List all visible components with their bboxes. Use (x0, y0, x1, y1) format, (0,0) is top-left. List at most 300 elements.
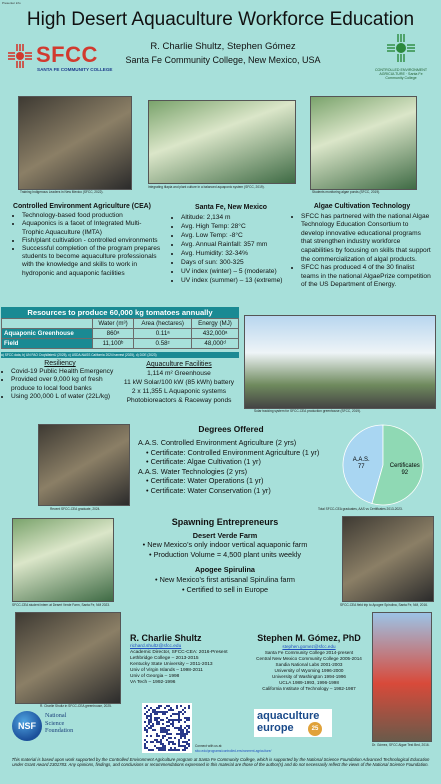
pie-value: 77 (357, 463, 365, 470)
qr-module (188, 717, 190, 719)
qr-module (146, 705, 148, 707)
table-cell: 0.58ᶜ (134, 339, 192, 349)
table-cell: 11,100ᵇ (92, 339, 134, 349)
qr-module (182, 745, 184, 747)
photo-caption: Solar tracking system for SFCC-CEA production greenhouse (SFCC, 2019). (254, 409, 362, 413)
qr-module (180, 705, 182, 707)
qr-module (176, 713, 178, 715)
qr-module (170, 719, 172, 721)
qr-module (160, 749, 162, 751)
person-name: R. Charlie Shultz (130, 633, 202, 643)
qr-module (164, 727, 166, 729)
table-cell: 860ᵃ (92, 329, 134, 339)
facility-line: Photobioreactors & Raceway ponds (126, 397, 232, 404)
qr-module (170, 707, 172, 709)
qr-module (150, 749, 152, 751)
list-item: • UV index (summer) – 13 (extreme) (181, 276, 290, 285)
qr-module (156, 723, 158, 725)
qr-module (168, 709, 170, 711)
qr-module (166, 717, 168, 719)
qr-module (150, 735, 152, 737)
qr-module (162, 735, 164, 737)
qr-module (154, 717, 156, 719)
bullet: • (148, 549, 154, 559)
list-item: • SFCC has produced 4 of the 30 finalist teams in the national AlgaePrize competition of the US Department of Energy. (301, 264, 432, 290)
qr-module (152, 725, 154, 727)
qr-module (166, 729, 168, 731)
qr-module (160, 711, 162, 713)
cea-logo (370, 32, 432, 86)
degree-line: • Certificate: Algae Cultivation (1 yr) (146, 457, 261, 467)
qr-module (174, 747, 176, 749)
nsf-line: Science (45, 719, 65, 727)
qr-module (150, 715, 152, 717)
qr-module (146, 717, 148, 719)
qr-module (186, 717, 188, 719)
qr-module (164, 745, 166, 747)
qr-module (164, 747, 166, 749)
aq-word: aquaculture (257, 710, 320, 722)
bio-line: Kentucky State University – 2011-2013 (130, 662, 213, 667)
qr-module (158, 723, 160, 725)
farm-line (120, 575, 330, 585)
qr-module (186, 719, 188, 721)
qr-module (170, 737, 172, 739)
qr-module (180, 735, 182, 737)
person-name: Stephen M. Gómez, PhD (257, 633, 361, 643)
qr-module (166, 705, 168, 707)
qr-module (160, 705, 162, 707)
qr-module (164, 731, 166, 733)
qr-module (186, 747, 188, 749)
qr-module (146, 731, 148, 733)
qr-caption: Connect with us at: (195, 744, 223, 748)
qr-url[interactable]: sfcc.edu/programs/controlled-environment-agriculture/ (195, 749, 272, 753)
email-link[interactable]: richard.shultz@sfcc.edu (130, 644, 182, 649)
qr-module (168, 725, 170, 727)
qr-module (184, 741, 186, 743)
bullet: • (142, 540, 148, 550)
cea-leaf-icon (381, 32, 421, 66)
qr-module (160, 729, 162, 731)
table-cell: 432,000ᵃ (192, 329, 239, 339)
qr-code[interactable] (142, 703, 192, 753)
qr-module (170, 709, 172, 711)
table-row (2, 339, 239, 349)
qr-module (172, 743, 174, 745)
sfcc-logo (6, 40, 122, 76)
qr-module (156, 733, 158, 735)
list-item: • SFCC has partnered with the national Algae Technology Education Consortium to develop innovative educational programs that strengthen industry workforce capabilities by focusing on skills that support the commercialization of algal products. (301, 213, 432, 265)
pie-value: 92 (401, 470, 409, 477)
qr-module (156, 713, 158, 715)
qr-module (146, 711, 148, 713)
bio-line: Lethbridge College – 2013-2015 (130, 656, 199, 661)
qr-module (182, 735, 184, 737)
qr-module (168, 741, 170, 743)
table-row (2, 329, 239, 339)
farm-detail: Production Volume = 4,500 plant units weekly (153, 549, 302, 559)
qr-module (188, 739, 190, 741)
list-item: • Avg. Low Temp: -8°C (181, 231, 290, 240)
bio-line: University of Washington 1994-1996 (272, 674, 346, 679)
qr-module (168, 733, 170, 735)
table-header (2, 319, 93, 329)
qr-module (168, 749, 170, 751)
resiliency-section (2, 360, 118, 401)
qr-module (172, 741, 174, 743)
qr-module (178, 727, 180, 729)
qr-module (144, 745, 146, 747)
degree-line: • Certificate: Water Operations (1 yr) (146, 476, 264, 486)
table-header-row (2, 319, 239, 329)
list-item: • Provided over 9,000 kg of fresh produce to local food banks (11, 376, 118, 392)
qr-module (156, 717, 158, 719)
qr-module (186, 733, 188, 735)
qr-module (184, 711, 186, 713)
qr-module (178, 733, 180, 735)
qr-module (164, 749, 166, 751)
pie-label: Certificates (389, 463, 420, 470)
degrees-list (138, 438, 338, 496)
qr-module (158, 749, 160, 751)
qr-module (150, 719, 152, 721)
list-item: • UV index (winter) – 5 (moderate) (181, 267, 290, 276)
list-item: • Using 200,000 L of water (22L/kg) (11, 393, 118, 401)
photo-caption: Students monitoring algae ponds (SFCC, 2019). (312, 190, 381, 194)
qr-module (178, 743, 180, 745)
qr-module (172, 709, 174, 711)
qr-module (168, 729, 170, 731)
qr-module (162, 729, 164, 731)
santafe-heading: Santa Fe, New Mexico (195, 204, 267, 211)
qr-module (156, 707, 158, 709)
photo-caption: SFCC-CEA student intern at Desert Verde Farm, Santa Fe, NM 2023. (12, 603, 110, 607)
qr-module (160, 727, 162, 729)
facility-line: 1,114 m² Greenhouse (147, 370, 211, 377)
qr-module (154, 745, 156, 747)
email-link[interactable]: stephen.gomez@sfcc.edu (282, 644, 336, 649)
qr-module (158, 717, 160, 719)
aquaculture-europe-logo (254, 709, 332, 737)
qr-module (176, 749, 178, 751)
qr-module (148, 727, 150, 729)
qr-module (162, 719, 164, 721)
qr-module (186, 741, 188, 743)
row-label: Aquaponic Greenhouse (2, 329, 93, 339)
qr-module (158, 741, 160, 743)
qr-module (172, 719, 174, 721)
algae-section (292, 203, 432, 290)
degree-line: A.A.S. Controlled Environment Agriculture (2 yrs) (138, 438, 297, 447)
resources-footnote: a) SFCC data, b) UN FAO CropWaterU (2025), c) USDA-NASS California 2024 harvest (2025), d) DOE (2023) (1, 352, 239, 358)
qr-module (178, 719, 180, 721)
qr-module (158, 707, 160, 709)
qr-module (150, 727, 152, 729)
qr-module (176, 733, 178, 735)
qr-module (162, 745, 164, 747)
qr-module (172, 723, 174, 725)
qr-module (178, 721, 180, 723)
qr-module (166, 721, 168, 723)
qr-module (150, 725, 152, 727)
sfcc-logo-text: SFCC (36, 42, 98, 67)
cea-heading: Controlled Environment Agriculture (CEA) (13, 203, 151, 210)
sfcc-logo-subtext: SANTA FE COMMUNITY COLLEGE (37, 67, 113, 72)
qr-module (150, 707, 152, 709)
list-item: • Avg. Humidity: 32-34% (181, 249, 290, 258)
qr-module (146, 747, 148, 749)
qr-module (174, 713, 176, 715)
qr-module (188, 719, 190, 721)
qr-module (152, 723, 154, 725)
nsf-wordmark (45, 712, 73, 735)
qr-module (178, 741, 180, 743)
affiliation: Santa Fe Community College, New Mexico, USA (125, 55, 321, 65)
qr-module (166, 725, 168, 727)
bio-line: Santa Fe Community College 2014-present (264, 650, 354, 655)
qr-module (144, 707, 146, 709)
qr-module (182, 713, 184, 715)
qr-module (148, 709, 150, 711)
qr-module (146, 735, 148, 737)
qr-module (172, 725, 174, 727)
qr-module (162, 723, 164, 725)
qr-module (188, 725, 190, 727)
qr-module (154, 709, 156, 711)
qr-module (188, 731, 190, 733)
qr-module (184, 749, 186, 751)
qr-module (146, 729, 148, 731)
list-item: • Altitude: 2,134 m (181, 213, 290, 222)
qr-module (168, 721, 170, 723)
bio-line: VA Tech – 1992-1996 (130, 680, 176, 685)
qr-module (150, 741, 152, 743)
qr-module (180, 719, 182, 721)
photo-graduate (38, 424, 130, 506)
qr-module (176, 707, 178, 709)
qr-module (174, 743, 176, 745)
nsf-logo (12, 709, 92, 745)
qr-module (182, 709, 184, 711)
spawning-heading: Spawning Entrepreneurs (171, 517, 279, 527)
qr-module (182, 749, 184, 751)
qr-module (156, 721, 158, 723)
qr-module (160, 739, 162, 741)
qr-module (150, 713, 152, 715)
qr-module (184, 727, 186, 729)
disclaimer: This material is based upon work supported by the Controlled Environment Agriculture program at Santa Fe Community College, which is supported by the National Science Foundation Advanced Technological Education under Grant Award 2301783. Any opinions, findings, and conclusions or recommendations expressed in this material are those of the author(s) and do not necessarily reflect the views of the National Science Foundation. (11, 757, 430, 768)
qr-module (168, 737, 170, 739)
farm-name: Apogee Spirulina (194, 565, 255, 575)
algae-heading: Algae Cultivation Technology (313, 203, 411, 210)
qr-module (160, 731, 162, 733)
qr-module (162, 749, 164, 751)
qr-module (160, 747, 162, 749)
qr-module (164, 713, 166, 715)
photo-caption: Dr. Gómez, SFCC Algae Test Bed, 2016. (372, 743, 430, 747)
table-header: Energy (MJ) (192, 319, 239, 329)
qr-module (160, 741, 162, 743)
photo-algae-ponds (310, 96, 417, 190)
qr-module (170, 741, 172, 743)
facility-line: 11 kW Solar/100 kW (85 kWh) battery (123, 379, 235, 386)
photo-caption: R. Charlie Shultz in SFCC-CEA greenhouse, 2025. (40, 704, 112, 708)
poster-title: High Desert Aquaculture Workforce Education (26, 9, 415, 30)
qr-module (158, 711, 160, 713)
qr-module (182, 731, 184, 733)
qr-module (154, 739, 156, 741)
farm-detail: New Mexico’s first artisanal Spirulina farm (159, 574, 295, 584)
qr-module (180, 737, 182, 739)
qr-module (178, 711, 180, 713)
list-item: • Covid-19 Public Health Emergency (11, 368, 118, 376)
qr-module (154, 729, 156, 731)
qr-module (186, 743, 188, 745)
qr-module (184, 745, 186, 747)
qr-module (156, 711, 158, 713)
list-item: • Avg. Annual Rainfall: 357 mm (181, 240, 290, 249)
photo-aquaponic-system (148, 100, 296, 184)
bio-line: University of Wyoming 1996-2000 (274, 668, 344, 673)
qr-module (146, 741, 148, 743)
photo-caption: SFCC-CEA field trip to Apogee Spirulina, Santa Fe, NM, 2016. (340, 603, 428, 607)
qr-module (154, 719, 156, 721)
qr-module (174, 737, 176, 739)
bio-line: California Institute of Technology – 1982-1987 (262, 686, 356, 691)
qr-module (164, 707, 166, 709)
qr-module (182, 741, 184, 743)
degree-line: • Certificate: Controlled Environment Agriculture (1 yr) (146, 447, 320, 457)
qr-module (158, 705, 160, 707)
list-item: • Successful completion of the program prepares students to become aquaculture professionals with the knowledge and skills to work in hydroponic and aquaponic facilities (22, 245, 163, 278)
qr-module (184, 735, 186, 737)
qr-module (172, 713, 174, 715)
qr-module (182, 729, 184, 731)
farm-detail: New Mexico’s only indoor vertical aquaponic farm (147, 540, 308, 550)
bio-line: Univ of Virgin Islands – 1998-2011 (130, 668, 203, 673)
santafe-section (172, 203, 290, 285)
qr-module (166, 733, 168, 735)
qr-module (166, 711, 168, 713)
gomez-contact (250, 633, 368, 692)
qr-module (174, 719, 176, 721)
aq-year-badge: 25 (308, 722, 322, 736)
qr-module (162, 711, 164, 713)
qr-module (176, 727, 178, 729)
qr-module (184, 721, 186, 723)
qr-module (144, 727, 146, 729)
cea-section (13, 203, 163, 278)
photo-caption: Recent SFCC-CEA graduate, 2024. (50, 507, 101, 511)
qr-module (152, 729, 154, 731)
farm-detail: Certified to sell in Europe (186, 584, 269, 594)
cea-logo-subtext: CONTROLLED ENVIRONMENT AGRICULTURE · Santa Fe Community College (374, 68, 428, 81)
facility-line: 2 x 11,355 L Aquaponic systems (131, 388, 227, 395)
qr-module (180, 711, 182, 713)
qr-module (186, 731, 188, 733)
qr-module (154, 713, 156, 715)
qr-module (148, 749, 150, 751)
table-header: Water (m³) (92, 319, 134, 329)
qr-module (178, 713, 180, 715)
qr-module (188, 707, 190, 709)
qr-module (156, 735, 158, 737)
photo-gomez (372, 612, 432, 742)
graduates-pie-chart (338, 420, 428, 510)
shultz-contact (130, 633, 250, 686)
qr-module (152, 711, 154, 713)
table-cell: 0.11ᵃ (134, 329, 192, 339)
photo-solar-tracking (244, 315, 436, 409)
photo-indigenous-training (18, 96, 132, 190)
farm-line (120, 540, 330, 550)
qr-module (156, 741, 158, 743)
bio-line: Central New Mexico Community College 2005-2014 (256, 656, 362, 661)
qr-module (170, 733, 172, 735)
qr-module (176, 719, 178, 721)
qr-module (162, 727, 164, 729)
qr-module (160, 719, 162, 721)
list-item: • Technology-based food production (22, 212, 163, 220)
qr-module (170, 723, 172, 725)
qr-module (162, 713, 164, 715)
photo-caption: Training Indigenous Leaders in New Mexico (SFCC, 2022). (20, 190, 104, 194)
qr-module (144, 729, 146, 731)
qr-module (184, 747, 186, 749)
qr-module (164, 711, 166, 713)
list-item: • Avg. High Temp: 28°C (181, 222, 290, 231)
chart-caption: Total SFCC-CEA graduates, AAS vs Certificates 2013-2023. (318, 507, 403, 511)
qr-module (148, 721, 150, 723)
nsf-line: Foundation (45, 727, 74, 735)
qr-module (166, 731, 168, 733)
qr-module (188, 727, 190, 729)
qr-module (152, 741, 154, 743)
qr-module (188, 743, 190, 745)
qr-module (158, 721, 160, 723)
qr-module (180, 733, 182, 735)
qr-module (178, 739, 180, 741)
presenter-tag: Presenter info (2, 1, 21, 5)
qr-module (178, 749, 180, 751)
bullet: • (181, 584, 187, 594)
photo-shultz (15, 612, 121, 704)
qr-module (168, 705, 170, 707)
qr-module (162, 731, 164, 733)
degrees-heading: Degrees Offered (198, 424, 264, 434)
pie-label: A.A.S. (352, 456, 370, 463)
bullet: • (155, 574, 160, 584)
list-item: • Days of sun: 300-325 (181, 258, 290, 267)
qr-module (148, 715, 150, 717)
qr-module (146, 725, 148, 727)
qr-module (162, 743, 164, 745)
resiliency-heading: Resiliency (44, 360, 76, 367)
qr-module (148, 723, 150, 725)
qr-module (186, 729, 188, 731)
qr-module (188, 705, 190, 707)
qr-module (186, 725, 188, 727)
qr-module (172, 749, 174, 751)
qr-module (162, 747, 164, 749)
qr-module (172, 721, 174, 723)
qr-module (180, 729, 182, 731)
qr-module (152, 749, 154, 751)
zia-sun-icon (6, 42, 34, 70)
qr-module (150, 717, 152, 719)
qr-module (156, 739, 158, 741)
